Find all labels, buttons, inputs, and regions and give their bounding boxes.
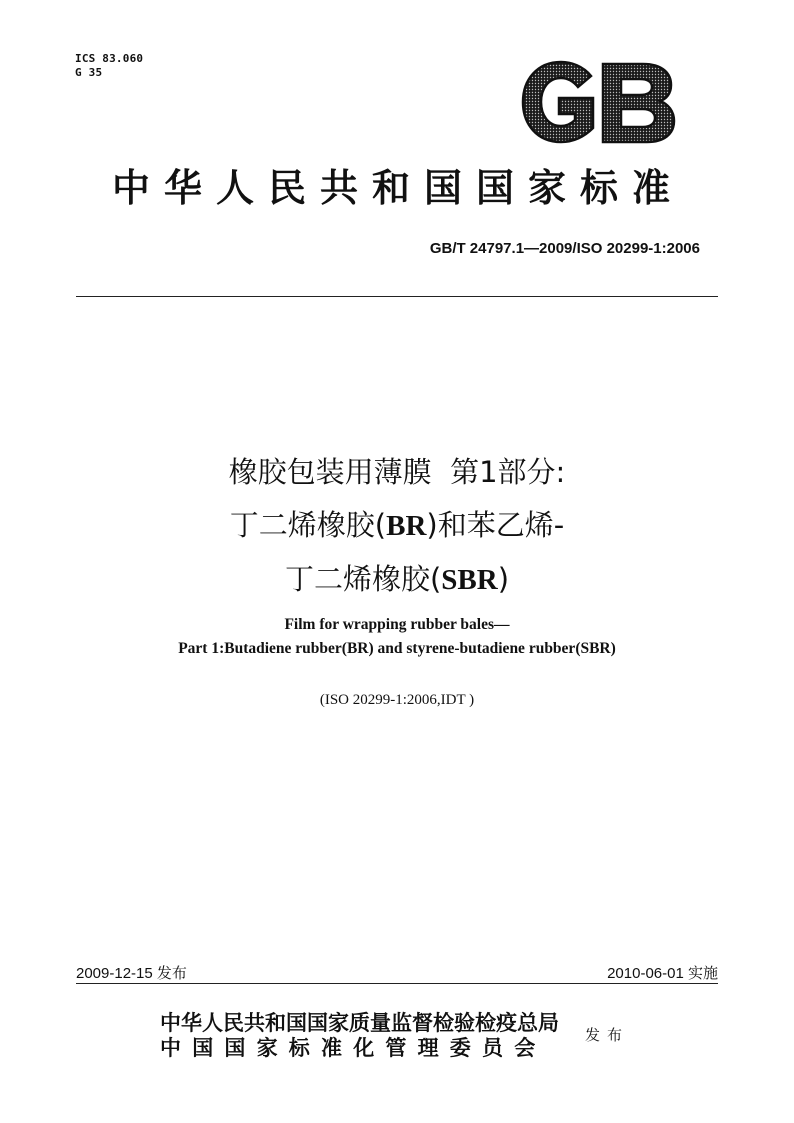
chinese-title-line2-part1: 丁二烯橡胶( xyxy=(229,508,387,542)
english-title-line1: Film for wrapping rubber bales— xyxy=(284,616,510,633)
chinese-title-line3-part1: 丁二烯橡胶( xyxy=(284,562,442,596)
publisher-sac: 中国国家标准化管理委员会 xyxy=(160,1035,547,1060)
publisher-aqsiq: 中华人民共和国国家质量监督检验检疫总局 xyxy=(160,1010,559,1035)
chinese-title-line3-abbr: SBR xyxy=(441,564,498,596)
standard-number: GB/T 24797.1—2009/ISO 20299-1:2006 xyxy=(429,240,700,257)
classification-codes xyxy=(75,52,143,80)
national-standard-title: 中华人民共和国国家标准 xyxy=(111,165,684,210)
iso-equivalence: (ISO 20299-1:2006,IDT ) xyxy=(319,692,475,708)
gb-logo xyxy=(519,58,677,146)
publish-label: 发布 xyxy=(585,1026,630,1044)
english-title-line2: Part 1:Butadiene rubber(BR) and styrene-butadiene rubber(SBR) xyxy=(178,640,616,657)
chinese-title-line2-abbr: BR xyxy=(386,510,427,542)
chinese-title-line2 xyxy=(76,499,718,553)
english-title xyxy=(76,613,718,661)
chinese-title-line3 xyxy=(76,553,718,607)
publisher-block xyxy=(160,1010,559,1060)
header-divider xyxy=(76,296,718,297)
chinese-title-line1: 橡胶包装用薄膜 第1部分: xyxy=(228,455,566,489)
chinese-title xyxy=(76,446,718,607)
ccs-code: G 35 xyxy=(75,66,103,79)
ics-code: ICS 83.060 xyxy=(75,52,144,65)
implementation-date: 2010-06-01 实施 xyxy=(607,965,718,982)
chinese-title-line3-part2: ) xyxy=(497,562,510,596)
issue-date: 2009-12-15 发布 xyxy=(76,965,187,982)
footer-divider xyxy=(76,983,718,984)
chinese-title-line2-part2: )和苯乙烯- xyxy=(426,508,565,542)
